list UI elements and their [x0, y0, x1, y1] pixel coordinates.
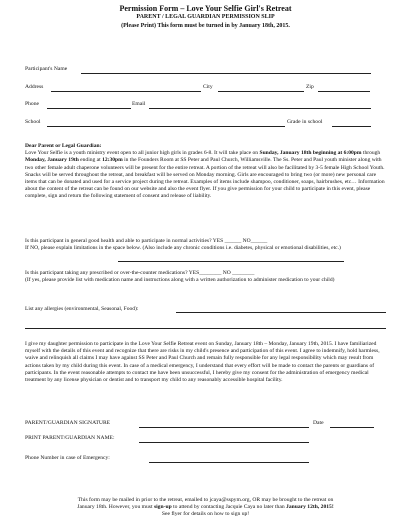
medication-question: [25, 270, 387, 284]
health-question: [25, 238, 387, 252]
letter-text-c: ending at: [78, 157, 103, 164]
allergy-question-text: List any allergies (environmental, Seasonal, Food):: [25, 306, 139, 312]
form-title: Permission Form – Love Your Selfie Girl's Retreat: [119, 4, 292, 13]
email-field[interactable]: [149, 108, 371, 109]
footer-line-2-text-a: January 18th. However, you must: [77, 504, 154, 511]
health-question-note: If NO, please explain limitations in the space below. (Also include any chronic conditions i.e. diabetes, physical or emotional disabilities, etc.): [25, 245, 341, 252]
allergy-field-line-2[interactable]: [25, 328, 386, 329]
address-label: Address: [25, 84, 44, 90]
print-name-label: PRINT PARENT/GUARDIAN NAME:: [25, 435, 115, 441]
emergency-phone-field[interactable]: [149, 462, 309, 463]
letter-paragraph: [25, 150, 387, 200]
participant-name-row: [25, 66, 385, 75]
email-label: Email: [132, 101, 146, 107]
letter-text-d: in the Founders Room at SS Peter and Paul Church, Williamsville. The Ss. Peter and Paul youth minister along with two other female adult chaperone volunteers will be present for the entire retreat. A portion of the retreat will also be facilitated by 3-5 female High School Youth. Snacks will be served throughout the retreat, and breakfast will be served on Monday morning. Girls are encouraged to bring two (or more) new personal care items that can be donated and used for a service project during the retreat. Examples of items include shampoo, conditioner, soaps, hairbrushes, etc… Information about the content of the retreat can be found on our website and also the event flyer. If you give permission for your child to participate in this event, please complete, sign and return the following statement of consent and release of liability.: [25, 157, 385, 200]
footer-line-3: See flyer for details on how to sign up!: [161, 511, 250, 518]
health-question-text: Is this participant in general good health and able to participate in normal activities? YES ______ NO______: [25, 238, 268, 244]
footer-notice: [0, 497, 411, 519]
footer-signup-emphasis: sign-up: [153, 504, 172, 511]
letter-end-date: Monday, January 19th: [25, 157, 79, 164]
signature-row: [25, 420, 385, 429]
city-field[interactable]: [218, 91, 304, 92]
school-row: [25, 119, 385, 128]
footer-line-2-text-b: to attend by contacting Jacquie Caya no later than: [171, 504, 287, 511]
medication-question-text: Is this participant taking any prescribed or over-the-counter medications? YES________ NO ________: [25, 270, 255, 276]
consent-section: [25, 341, 387, 384]
letter-section: [25, 143, 387, 201]
form-subtitle: PARENT / LEGAL GUARDIAN PERMISSION SLIP: [136, 14, 275, 20]
footer-deadline: January 12th, 2015!: [286, 504, 334, 511]
address-row: [25, 84, 385, 93]
medication-question-note: (If yes, please provide list with medication name and instructions along with a written authorization to administer medication to your child): [25, 277, 335, 284]
letter-text-b: through: [361, 150, 381, 157]
footer-line-1: This form may be mailed in prior to the retreat, emailed to jcaya@sspym.org, OR may be brought to the retreat on: [77, 497, 334, 503]
print-name-row: [25, 435, 385, 444]
participant-name-field[interactable]: [81, 73, 371, 74]
allergy-field[interactable]: [176, 312, 386, 313]
letter-salutation: Dear Parent or Legal Guardian:: [25, 143, 102, 149]
print-name-field[interactable]: [139, 442, 309, 443]
grade-field[interactable]: [332, 126, 371, 127]
address-field[interactable]: [51, 91, 201, 92]
letter-start-date: Sunday, January 18th beginning at 6:00pm: [259, 150, 362, 157]
phone-row: [25, 101, 385, 110]
city-label: City: [203, 84, 213, 90]
school-field[interactable]: [47, 126, 285, 127]
signature-label: PARENT/GUARDIAN SIGNATURE: [25, 420, 111, 426]
health-explain-line[interactable]: [118, 261, 344, 262]
school-label: School: [25, 119, 41, 125]
phone-label: Phone: [25, 101, 39, 107]
letter-text-a: Love Your Selfie is a youth ministry event open to all junior high girls in grades 6-8. It will take place on: [25, 150, 260, 157]
form-instruction: (Please Print) This form must be turned in by January 18th, 2015.: [121, 23, 290, 29]
grade-label: Grade in school: [287, 119, 323, 125]
emergency-phone-row: [25, 455, 385, 464]
signature-field[interactable]: [139, 427, 309, 428]
emergency-phone-label: Phone Number in case of Emergency:: [25, 455, 110, 461]
date-field[interactable]: [330, 427, 374, 428]
letter-end-time: 12:30pm: [102, 157, 123, 164]
date-label: Date: [313, 420, 324, 426]
phone-field[interactable]: [47, 108, 131, 109]
participant-name-label: Participant's Name: [25, 66, 68, 72]
zip-label: Zip: [306, 84, 314, 90]
consent-text: I give my daughter permission to participate in the Love Your Selfie Retreat event on Sunday, January 18th – Monday, January 19th, 2015. I have familiarized myself with the details of this event and recognize that there are risks in my child's presence and participation of this event. I agree to indemnify, hold harmless, waive and relinquish all claims I may have against SS Peter and Paul Church and remain fully responsible for any legal responsibility which may result from actions taken by my child during this event. In case of a medical emergency, I understand that every effort will be made to contact the parents or guardians of participants. In the event reasonable attempts to contact me have been unsuccessful, I hereby give my consent for the administration of emergency medical treatment by any license physician or dentist and to transport my child to any reasonably accessible hospital facility.: [25, 341, 380, 384]
zip-field[interactable]: [318, 91, 370, 92]
